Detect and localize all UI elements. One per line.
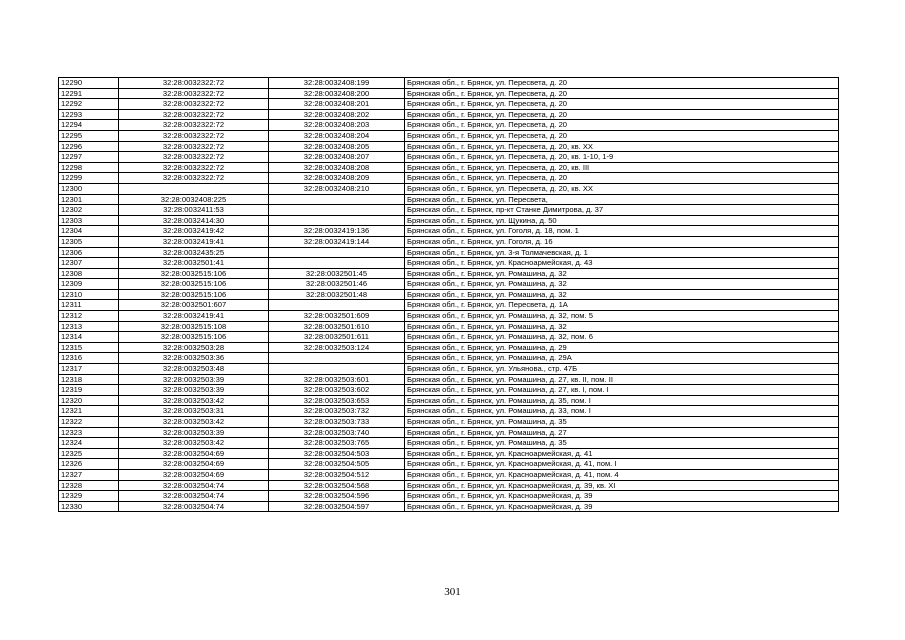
table-row	[59, 120, 839, 131]
land-parcel-cadastral-cell: 32:28:0032515:106	[119, 268, 269, 279]
land-parcel-cadastral-cell: 32:28:0032503:39	[119, 374, 269, 385]
record-number-cell: 12295	[59, 130, 119, 141]
record-number-cell: 12321	[59, 406, 119, 417]
table-row	[59, 226, 839, 237]
land-parcel-cadastral-cell: 32:28:0032322:72	[119, 162, 269, 173]
record-number-cell: 12291	[59, 88, 119, 99]
address-cell: Брянская обл., г. Брянск, ул. Ромашина, д. 32	[405, 321, 839, 332]
land-parcel-cadastral-cell: 32:28:0032419:42	[119, 226, 269, 237]
object-cadastral-cell: 32:28:0032504:512	[269, 469, 405, 480]
table-row	[59, 353, 839, 364]
record-number-cell: 12319	[59, 385, 119, 396]
table-row	[59, 342, 839, 353]
object-cadastral-cell: 32:28:0032504:505	[269, 459, 405, 470]
record-number-cell: 12312	[59, 311, 119, 322]
table-row	[59, 501, 839, 512]
record-number-cell: 12304	[59, 226, 119, 237]
object-cadastral-cell: 32:28:0032504:597	[269, 501, 405, 512]
address-cell: Брянская обл., г. Брянск, ул. Красноармейская, д. 41, пом. I	[405, 459, 839, 470]
object-cadastral-cell: 32:28:0032408:205	[269, 141, 405, 152]
table-row	[59, 88, 839, 99]
object-cadastral-cell: 32:28:0032504:596	[269, 491, 405, 502]
land-parcel-cadastral-cell: 32:28:0032503:42	[119, 395, 269, 406]
land-parcel-cadastral-cell: 32:28:0032411:53	[119, 205, 269, 216]
table-row	[59, 258, 839, 269]
table-row	[59, 194, 839, 205]
land-parcel-cadastral-cell: 32:28:0032503:42	[119, 417, 269, 428]
address-cell: Брянская обл., г. Брянск, ул. Ромашина, д. 33, пом. I	[405, 406, 839, 417]
land-parcel-cadastral-cell: 32:28:0032503:39	[119, 385, 269, 396]
record-number-cell: 12308	[59, 268, 119, 279]
object-cadastral-cell: 32:28:0032408:210	[269, 183, 405, 194]
land-parcel-cadastral-cell: 32:28:0032414:30	[119, 215, 269, 226]
land-parcel-cadastral-cell: 32:28:0032515:106	[119, 289, 269, 300]
land-parcel-cadastral-cell: 32:28:0032503:48	[119, 364, 269, 375]
address-cell: Брянская обл., г. Брянск, ул. Красноармейская, д. 41	[405, 448, 839, 459]
table-row	[59, 109, 839, 120]
address-cell: Брянская обл., г. Брянск, пр-кт Станке Димитрова, д. 37	[405, 205, 839, 216]
record-number-cell: 12315	[59, 342, 119, 353]
page-number: 301	[444, 586, 461, 598]
land-parcel-cadastral-cell: 32:28:0032504:69	[119, 448, 269, 459]
object-cadastral-cell: 32:28:0032503:601	[269, 374, 405, 385]
object-cadastral-cell	[269, 194, 405, 205]
address-cell: Брянская обл., г. Брянск, ул. Красноармейская, д. 43	[405, 258, 839, 269]
object-cadastral-cell: 32:28:0032408:204	[269, 130, 405, 141]
record-number-cell: 12300	[59, 183, 119, 194]
object-cadastral-cell: 32:28:0032419:136	[269, 226, 405, 237]
land-parcel-cadastral-cell: 32:28:0032419:41	[119, 236, 269, 247]
record-number-cell: 12323	[59, 427, 119, 438]
address-cell: Брянская обл., г. Брянск, ул. Пересвета,	[405, 194, 839, 205]
table-row	[59, 459, 839, 470]
address-cell: Брянская обл., г. Брянск, ул. Пересвета, д. 20	[405, 173, 839, 184]
object-cadastral-cell: 32:28:0032408:209	[269, 173, 405, 184]
object-cadastral-cell	[269, 215, 405, 226]
table-row	[59, 152, 839, 163]
record-number-cell: 12318	[59, 374, 119, 385]
land-parcel-cadastral-cell: 32:28:0032501:41	[119, 258, 269, 269]
table-row	[59, 374, 839, 385]
record-number-cell: 12313	[59, 321, 119, 332]
land-parcel-cadastral-cell: 32:28:0032515:108	[119, 321, 269, 332]
object-cadastral-cell: 32:28:0032503:124	[269, 342, 405, 353]
record-number-cell: 12329	[59, 491, 119, 502]
table-row	[59, 385, 839, 396]
table-row	[59, 99, 839, 110]
records-table	[58, 77, 839, 512]
address-cell: Брянская обл., г. Брянск, ул. Пересвета, д. 20, кв. XX	[405, 183, 839, 194]
address-cell: Брянская обл., г. Брянск, ул. Пересвета, д. 20, кв. 1-10, 1-9	[405, 152, 839, 163]
address-cell: Брянская обл., г. Брянск, ул. Пересвета, д. 20	[405, 99, 839, 110]
object-cadastral-cell: 32:28:0032501:45	[269, 268, 405, 279]
address-cell: Брянская обл., г. Брянск, ул. Ромашина, д. 32	[405, 279, 839, 290]
address-cell: Брянская обл., г. Брянск, ул. Ромашина, д. 27	[405, 427, 839, 438]
address-cell: Брянская обл., г. Брянск, ул. Ромашина, д. 35	[405, 417, 839, 428]
record-number-cell: 12309	[59, 279, 119, 290]
table-row	[59, 395, 839, 406]
object-cadastral-cell: 32:28:0032503:653	[269, 395, 405, 406]
object-cadastral-cell: 32:28:0032503:740	[269, 427, 405, 438]
land-parcel-cadastral-cell: 32:28:0032515:106	[119, 279, 269, 290]
address-cell: Брянская обл., г. Брянск, ул. Гоголя, д. 16	[405, 236, 839, 247]
object-cadastral-cell: 32:28:0032408:201	[269, 99, 405, 110]
address-cell: Брянская обл., г. Брянск, ул. Ромашина, д. 35	[405, 438, 839, 449]
address-cell: Брянская обл., г. Брянск, ул. Красноармейская, д. 39, кв. XI	[405, 480, 839, 491]
record-number-cell: 12326	[59, 459, 119, 470]
record-number-cell: 12311	[59, 300, 119, 311]
record-number-cell: 12298	[59, 162, 119, 173]
table-row	[59, 438, 839, 449]
object-cadastral-cell: 32:28:0032501:46	[269, 279, 405, 290]
land-parcel-cadastral-cell: 32:28:0032504:69	[119, 469, 269, 480]
object-cadastral-cell: 32:28:0032408:207	[269, 152, 405, 163]
address-cell: Брянская обл., г. Брянск, ул. Ромашина, д. 29	[405, 342, 839, 353]
address-cell: Брянская обл., г. Брянск, ул. Пересвета, д. 20	[405, 78, 839, 89]
object-cadastral-cell: 32:28:0032501:609	[269, 311, 405, 322]
address-cell: Брянская обл., г. Брянск, ул. Ульянова., стр. 47Б	[405, 364, 839, 375]
address-cell: Брянская обл., г. Брянск, ул. Красноармейская, д. 41, пом. 4	[405, 469, 839, 480]
land-parcel-cadastral-cell: 32:28:0032435:25	[119, 247, 269, 258]
table-row	[59, 205, 839, 216]
land-parcel-cadastral-cell: 32:28:0032504:74	[119, 501, 269, 512]
object-cadastral-cell	[269, 247, 405, 258]
object-cadastral-cell: 32:28:0032408:200	[269, 88, 405, 99]
record-number-cell: 12325	[59, 448, 119, 459]
record-number-cell: 12310	[59, 289, 119, 300]
table-row	[59, 268, 839, 279]
address-cell: Брянская обл., г. Брянск, ул. Пересвета, д. 20, кв. III	[405, 162, 839, 173]
address-cell: Брянская обл., г. Брянск, ул. Ромашина, д. 35, пом. I	[405, 395, 839, 406]
record-number-cell: 12290	[59, 78, 119, 89]
land-parcel-cadastral-cell: 32:28:0032408:225	[119, 194, 269, 205]
address-cell: Брянская обл., г. Брянск, ул. Пересвета, д. 20	[405, 88, 839, 99]
land-parcel-cadastral-cell: 32:28:0032503:42	[119, 438, 269, 449]
table-row	[59, 130, 839, 141]
address-cell: Брянская обл., г. Брянск, ул. Пересвета, д. 20	[405, 130, 839, 141]
record-number-cell: 12306	[59, 247, 119, 258]
address-cell: Брянская обл., г. Брянск, ул. Ромашина, д. 27, кв. I, пом. I	[405, 385, 839, 396]
records-table-body	[59, 78, 839, 512]
table-row	[59, 469, 839, 480]
address-cell: Брянская обл., г. Брянск, ул. Красноармейская, д. 39	[405, 501, 839, 512]
table-row	[59, 247, 839, 258]
table-row	[59, 480, 839, 491]
object-cadastral-cell: 32:28:0032504:568	[269, 480, 405, 491]
object-cadastral-cell: 32:28:0032501:610	[269, 321, 405, 332]
record-number-cell: 12314	[59, 332, 119, 343]
table-row	[59, 279, 839, 290]
object-cadastral-cell: 32:28:0032408:202	[269, 109, 405, 120]
object-cadastral-cell: 32:28:0032503:733	[269, 417, 405, 428]
table-row	[59, 364, 839, 375]
land-parcel-cadastral-cell: 32:28:0032322:72	[119, 88, 269, 99]
object-cadastral-cell	[269, 364, 405, 375]
table-row	[59, 236, 839, 247]
land-parcel-cadastral-cell: 32:28:0032419:41	[119, 311, 269, 322]
address-cell: Брянская обл., г. Брянск, ул. Ромашина, д. 32, пом. 5	[405, 311, 839, 322]
record-number-cell: 12317	[59, 364, 119, 375]
land-parcel-cadastral-cell: 32:28:0032322:72	[119, 120, 269, 131]
record-number-cell: 12303	[59, 215, 119, 226]
object-cadastral-cell: 32:28:0032408:199	[269, 78, 405, 89]
land-parcel-cadastral-cell: 32:28:0032504:74	[119, 480, 269, 491]
land-parcel-cadastral-cell: 32:28:0032322:72	[119, 141, 269, 152]
address-cell: Брянская обл., г. Брянск, ул. Гоголя, д. 18, пом. 1	[405, 226, 839, 237]
table-row	[59, 141, 839, 152]
address-cell: Брянская обл., г. Брянск, ул. Ромашина, д. 32	[405, 268, 839, 279]
table-row	[59, 215, 839, 226]
address-cell: Брянская обл., г. Брянск, ул. Красноармейская, д. 39	[405, 491, 839, 502]
record-number-cell: 12330	[59, 501, 119, 512]
object-cadastral-cell: 32:28:0032503:732	[269, 406, 405, 417]
land-parcel-cadastral-cell: 32:28:0032504:74	[119, 491, 269, 502]
address-cell: Брянская обл., г. Брянск, ул. 3-я Толмачевская, д. 1	[405, 247, 839, 258]
object-cadastral-cell: 32:28:0032408:203	[269, 120, 405, 131]
record-number-cell: 12307	[59, 258, 119, 269]
land-parcel-cadastral-cell: 32:28:0032322:72	[119, 173, 269, 184]
land-parcel-cadastral-cell: 32:28:0032515:106	[119, 332, 269, 343]
table-row	[59, 78, 839, 89]
table-row	[59, 427, 839, 438]
record-number-cell: 12328	[59, 480, 119, 491]
record-number-cell: 12324	[59, 438, 119, 449]
land-parcel-cadastral-cell: 32:28:0032322:72	[119, 130, 269, 141]
object-cadastral-cell: 32:28:0032503:765	[269, 438, 405, 449]
table-row	[59, 311, 839, 322]
table-row	[59, 448, 839, 459]
record-number-cell: 12302	[59, 205, 119, 216]
address-cell: Брянская обл., г. Брянск, ул. Ромашина, д. 29А	[405, 353, 839, 364]
object-cadastral-cell	[269, 258, 405, 269]
record-number-cell: 12293	[59, 109, 119, 120]
address-cell: Брянская обл., г. Брянск, ул. Ромашина, д. 27, кв. II, пом. II	[405, 374, 839, 385]
table-row	[59, 162, 839, 173]
table-row	[59, 300, 839, 311]
table-row	[59, 321, 839, 332]
address-cell: Брянская обл., г. Брянск, ул. Ромашина, д. 32	[405, 289, 839, 300]
record-number-cell: 12320	[59, 395, 119, 406]
land-parcel-cadastral-cell: 32:28:0032504:69	[119, 459, 269, 470]
record-number-cell: 12296	[59, 141, 119, 152]
table-row	[59, 173, 839, 184]
address-cell: Брянская обл., г. Брянск, ул. Пересвета, д. 20	[405, 120, 839, 131]
object-cadastral-cell: 32:28:0032504:503	[269, 448, 405, 459]
table-row	[59, 406, 839, 417]
object-cadastral-cell: 32:28:0032419:144	[269, 236, 405, 247]
land-parcel-cadastral-cell: 32:28:0032322:72	[119, 78, 269, 89]
record-number-cell: 12327	[59, 469, 119, 480]
land-parcel-cadastral-cell: 32:28:0032503:36	[119, 353, 269, 364]
object-cadastral-cell	[269, 205, 405, 216]
land-parcel-cadastral-cell: 32:28:0032322:72	[119, 152, 269, 163]
land-parcel-cadastral-cell: 32:28:0032501:607	[119, 300, 269, 311]
land-parcel-cadastral-cell: 32:28:0032322:72	[119, 109, 269, 120]
land-parcel-cadastral-cell: 32:28:0032503:28	[119, 342, 269, 353]
record-number-cell: 12297	[59, 152, 119, 163]
record-number-cell: 12322	[59, 417, 119, 428]
land-parcel-cadastral-cell: 32:28:0032503:31	[119, 406, 269, 417]
record-number-cell: 12305	[59, 236, 119, 247]
record-number-cell: 12294	[59, 120, 119, 131]
object-cadastral-cell: 32:28:0032408:208	[269, 162, 405, 173]
table-row	[59, 417, 839, 428]
table-row	[59, 289, 839, 300]
object-cadastral-cell: 32:28:0032501:48	[269, 289, 405, 300]
object-cadastral-cell	[269, 300, 405, 311]
object-cadastral-cell: 32:28:0032503:602	[269, 385, 405, 396]
address-cell: Брянская обл., г. Брянск, ул. Пересвета, д. 20, кв. XX	[405, 141, 839, 152]
land-parcel-cadastral-cell	[119, 183, 269, 194]
address-cell: Брянская обл., г. Брянск, ул. Пересвета, д. 20	[405, 109, 839, 120]
object-cadastral-cell: 32:28:0032501:611	[269, 332, 405, 343]
land-parcel-cadastral-cell: 32:28:0032322:72	[119, 99, 269, 110]
address-cell: Брянская обл., г. Брянск, ул. Ромашина, д. 32, пом. 6	[405, 332, 839, 343]
record-number-cell: 12299	[59, 173, 119, 184]
record-number-cell: 12292	[59, 99, 119, 110]
table-row	[59, 332, 839, 343]
address-cell: Брянская обл., г. Брянск, ул. Пересвета, д. 1А	[405, 300, 839, 311]
record-number-cell: 12316	[59, 353, 119, 364]
address-cell: Брянская обл., г. Брянск, ул. Щукина, д. 50	[405, 215, 839, 226]
record-number-cell: 12301	[59, 194, 119, 205]
table-row	[59, 491, 839, 502]
land-parcel-cadastral-cell: 32:28:0032503:39	[119, 427, 269, 438]
table-row	[59, 183, 839, 194]
object-cadastral-cell	[269, 353, 405, 364]
